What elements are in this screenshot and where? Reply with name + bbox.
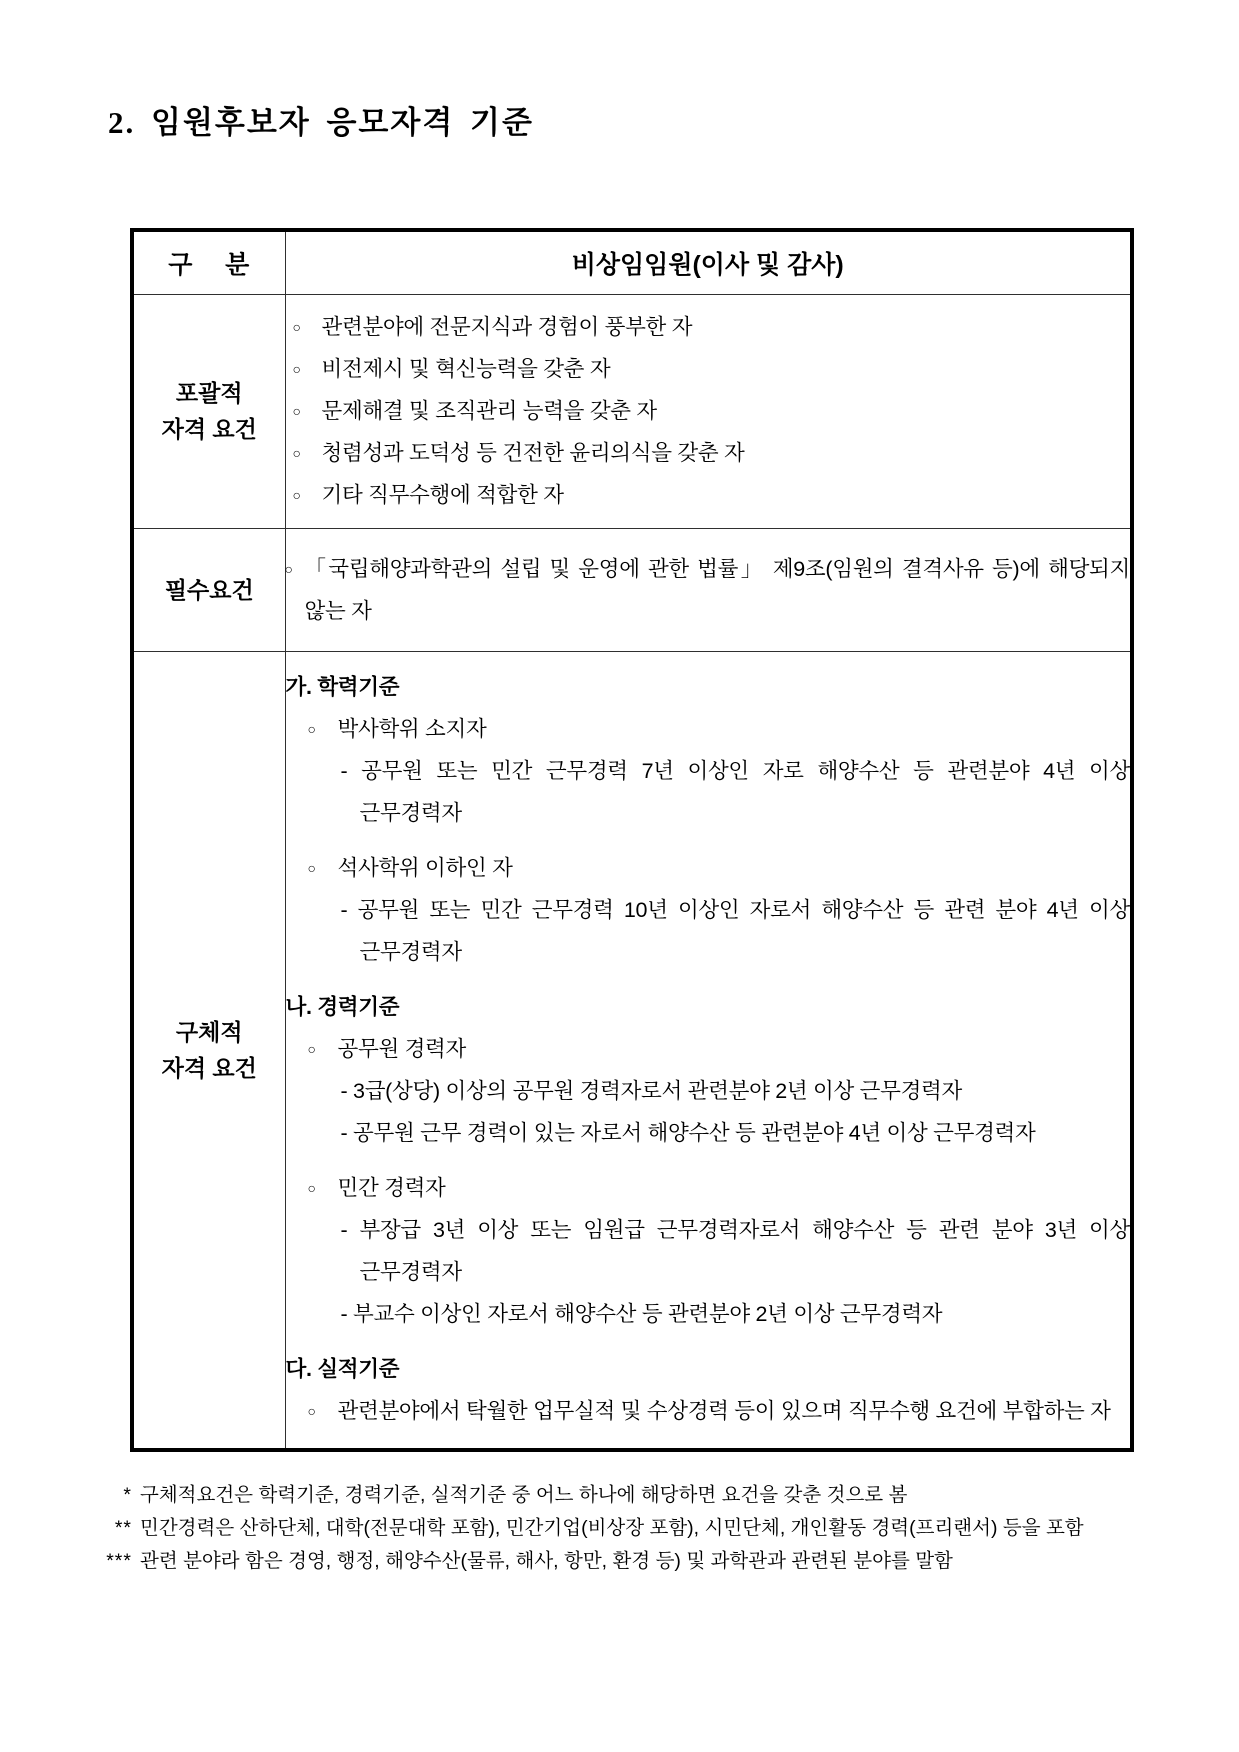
item-text: 박사학위 소지자 [337, 716, 487, 741]
circle-list-item [286, 432, 1131, 474]
footnote-text: 민간경력은 산하단체, 대학(전문대학 포함), 민간기업(비상장 포함), 시민단체, 개인활동 경력(프리랜서) 등을 포함 [140, 1516, 1084, 1539]
circle-bullet-icon: ○ [307, 1040, 316, 1057]
circle-bullet-icon: ○ [292, 319, 301, 335]
item-text: 민간 경력자 [337, 1175, 446, 1200]
dash-list-item: - 부교수 이상인 자로서 해양수산 등 관련분야 2년 이상 근무경력자 [340, 1301, 943, 1326]
row-label-specific [132, 651, 285, 1450]
footnotes [96, 1479, 1148, 1578]
item-text: 관련분야에서 탁월한 업무실적 및 수상경력 등이 있으며 직무수행 요건에 부합하는 자 [337, 1398, 1111, 1423]
circle-list-item [286, 390, 1131, 432]
row-label-line: 자격 요건 [161, 1054, 257, 1081]
item-text: 문제해결 및 조직관리 능력을 갖춘 자 [321, 399, 657, 423]
circle-bullet-icon: ○ [307, 1402, 316, 1419]
circle-list-item [286, 474, 1131, 516]
circle-list-item [286, 708, 1131, 750]
table-row-mandatory-requirements [132, 528, 1132, 651]
table-header-row [132, 230, 1132, 294]
dash-list-item: - 공무원 근무 경력이 있는 자로서 해양수산 등 관련분야 4년 이상 근무경력자 [340, 1120, 1036, 1145]
footnote-text: 구체적요건은 학력기준, 경력기준, 실적기준 중 어느 하나에 해당하면 요건을 갖춘 것으로 봄 [140, 1483, 908, 1506]
circle-list-item [286, 348, 1131, 390]
circle-bullet-icon: ○ [292, 487, 301, 503]
circle-bullet-icon: ○ [292, 445, 301, 461]
dash-list-item: - 공무원 또는 민간 근무경력 10년 이상인 자로서 해양수산 등 관련 분야 4년 이상 근무경력자 [340, 897, 1130, 964]
asterisk-icon: * [123, 1483, 132, 1506]
circle-list-item [286, 1028, 1131, 1070]
header-cell-category: 구 분 [132, 230, 285, 294]
item-text: 「국립해양과학관의 설립 및 운영에 관한 법률」 제9조(임원의 결격사유 등)에 해당되지 않는 자 [304, 556, 1130, 623]
header-cell-position: 비상임임원(이사 및 감사) [285, 230, 1132, 294]
section-heading: 나. 경력기준 [285, 994, 400, 1019]
double-asterisk-icon: ** [114, 1516, 132, 1539]
row-label-broad [132, 294, 285, 528]
dash-list-item: - 부장급 3년 이상 또는 임원급 근무경력자로서 해양수산 등 관련 분야 3년 이상 근무경력자 [340, 1217, 1130, 1284]
qualification-table [130, 228, 1134, 1452]
footnote-1 [96, 1479, 1148, 1512]
row-content-specific [285, 651, 1132, 1450]
dash-list-item: - 3급(상당) 이상의 공무원 경력자로서 관련분야 2년 이상 근무경력자 [340, 1078, 962, 1103]
circle-bullet-icon: ○ [292, 361, 301, 377]
circle-list-item [286, 548, 1131, 632]
row-label-line: 구체적 [175, 1018, 243, 1045]
item-text: 기타 직무수행에 적합한 자 [321, 483, 564, 507]
item-text: 관련분야에 전문지식과 경험이 풍부한 자 [321, 315, 693, 339]
circle-bullet-icon: ○ [307, 859, 316, 876]
circle-list-item [286, 1167, 1131, 1209]
footnote-2 [96, 1512, 1148, 1545]
circle-bullet-icon: ○ [307, 720, 316, 737]
triple-asterisk-icon: *** [106, 1549, 132, 1572]
item-text: 공무원 경력자 [337, 1036, 466, 1061]
circle-bullet-icon: ○ [284, 560, 293, 577]
row-label-mandatory [132, 528, 285, 651]
circle-list-item [286, 1390, 1131, 1432]
row-label-line: 포괄적 [175, 380, 243, 406]
table-row-specific-requirements [132, 651, 1132, 1450]
page-title: 2. 임원후보자 응모자격 기준 [108, 105, 534, 140]
circle-list-item [286, 847, 1131, 889]
table-row-broad-requirements [132, 294, 1132, 528]
section-heading: 다. 실적기준 [285, 1356, 400, 1381]
item-text: 비전제시 및 혁신능력을 갖춘 자 [321, 357, 611, 381]
item-text: 석사학위 이하인 자 [337, 855, 513, 880]
row-label-line: 자격 요건 [161, 416, 257, 442]
row-content-broad [285, 294, 1132, 528]
circle-list-item [286, 306, 1131, 348]
row-content-mandatory [285, 528, 1132, 651]
footnote-3 [96, 1545, 1148, 1578]
circle-bullet-icon: ○ [292, 403, 301, 419]
row-label-line: 필수요건 [164, 576, 254, 603]
footnote-text: 관련 분야라 함은 경영, 행정, 해양수산(물류, 해사, 항만, 환경 등) 및 과학관과 관련된 분야를 말함 [140, 1549, 953, 1572]
item-text: 청렴성과 도덕성 등 건전한 윤리의식을 갖춘 자 [321, 441, 745, 465]
section-heading: 가. 학력기준 [285, 674, 400, 699]
dash-list-item: - 공무원 또는 민간 근무경력 7년 이상인 자로 해양수산 등 관련분야 4년 이상 근무경력자 [340, 758, 1130, 825]
circle-bullet-icon: ○ [307, 1179, 316, 1196]
